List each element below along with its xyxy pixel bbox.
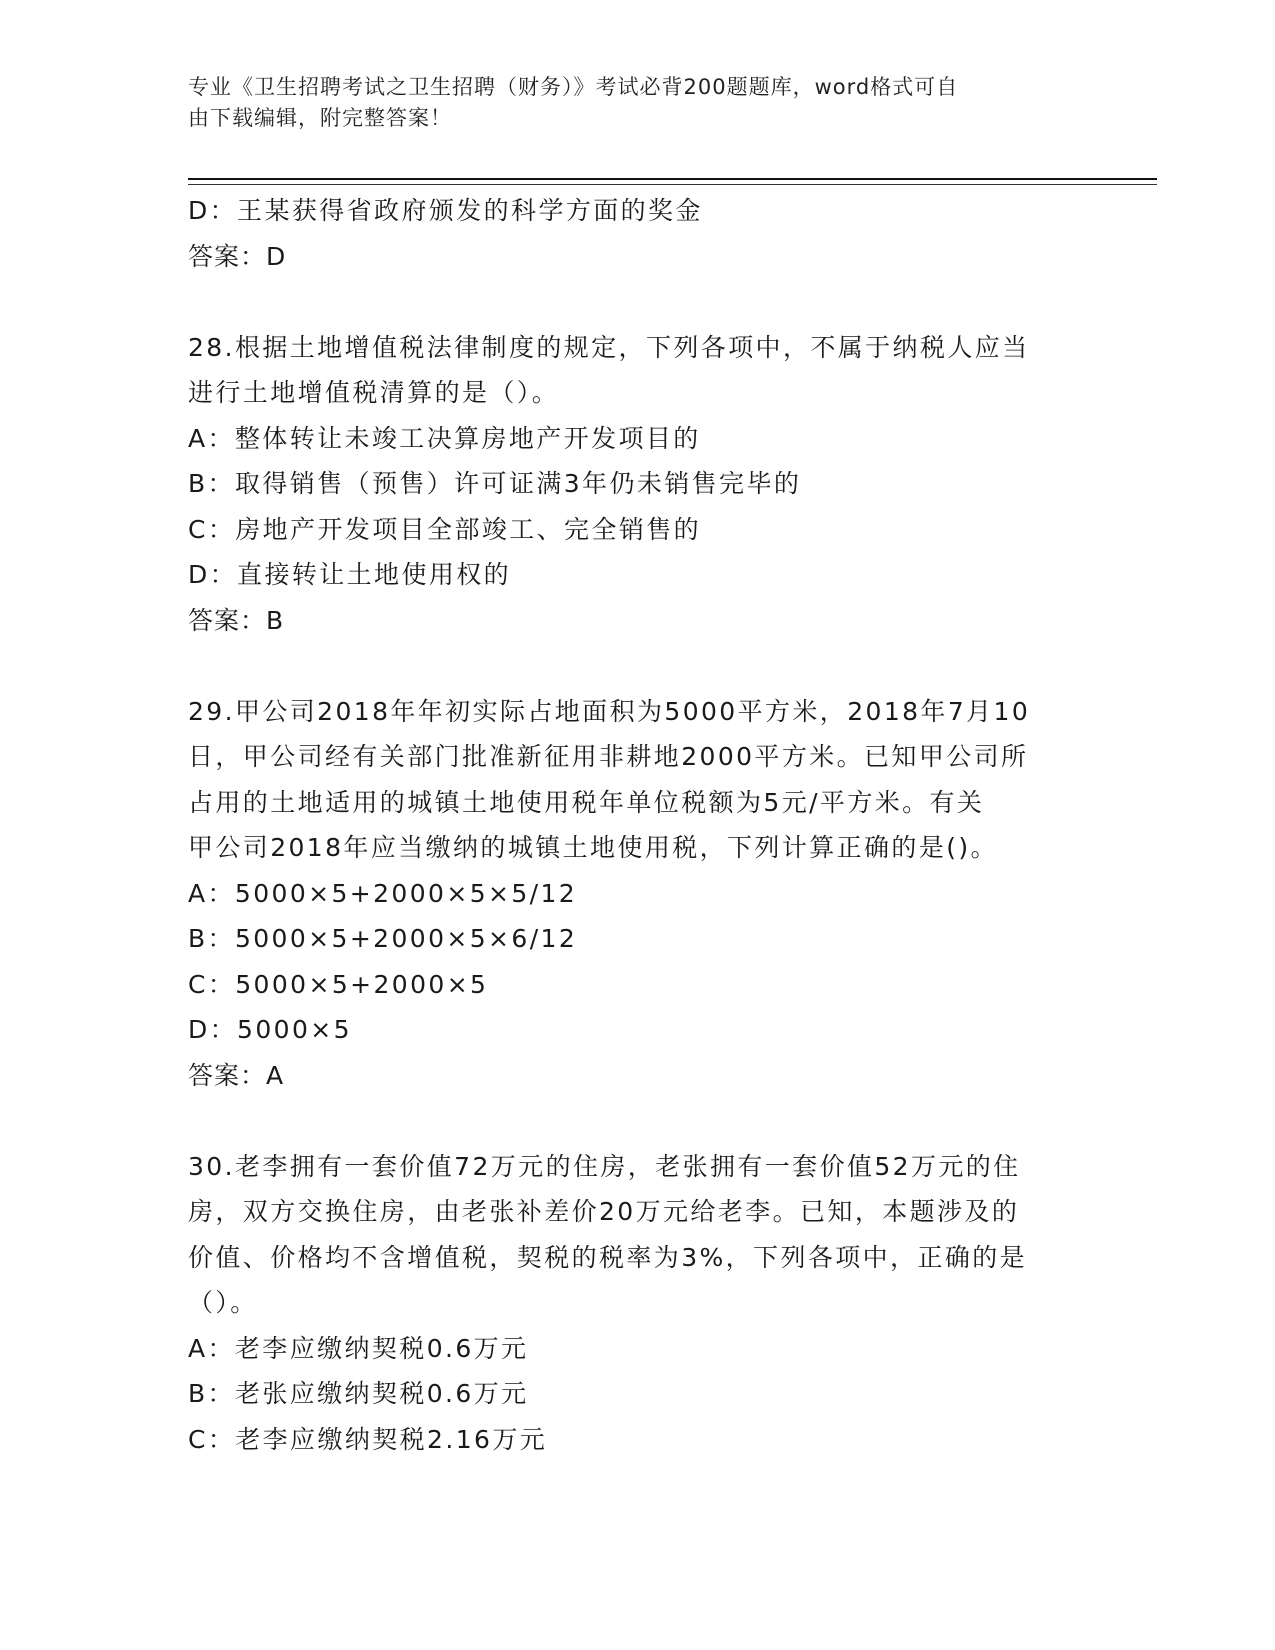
- document-header: [188, 72, 1068, 134]
- question-29-option-c: C：5000×5+2000×5: [188, 969, 489, 999]
- question-29-option-b: B：5000×5+2000×5×6/12: [188, 924, 578, 953]
- question-28-option-a: A：整体转让未竣工决算房地产开发项目的: [188, 423, 701, 453]
- spacer: [188, 279, 1088, 325]
- question-29-answer: 答案：A: [188, 1060, 285, 1090]
- question-29-stem-line-2: 日，甲公司经有关部门批准新征用非耕地2000平方米。已知甲公司所: [188, 742, 1029, 771]
- question-28-option-b: B：取得销售（预售）许可证满3年仍未销售完毕的: [188, 469, 802, 498]
- header-line-1: 专业《卫生招聘考试之卫生招聘（财务）》考试必背200题题库，word格式可自: [188, 75, 959, 99]
- question-30-stem-line-2: 房，双方交换住房，由老张补差价20万元给老李。已知，本题涉及的: [188, 1197, 1020, 1226]
- header-divider-thick: [188, 178, 1157, 180]
- question-30-option-c: C：老李应缴纳契税2.16万元: [188, 1424, 548, 1454]
- question-29-stem-line-1: 29.甲公司2018年年初实际占地面积为5000平方米，2018年7月10: [188, 696, 1031, 726]
- question-29-option-d: D：5000×5: [188, 1015, 352, 1044]
- question-29-stem-line-4: 甲公司2018年应当缴纳的城镇土地使用税，下列计算正确的是()。: [188, 833, 998, 862]
- spacer: [188, 1098, 1088, 1144]
- question-28-option-d: D：直接转让土地使用权的: [188, 560, 512, 589]
- question-30-option-a: A：老李应缴纳契税0.6万元: [188, 1333, 529, 1363]
- header-divider-thin: [188, 184, 1157, 185]
- question-28-option-c: C：房地产开发项目全部竣工、完全销售的: [188, 514, 702, 544]
- header-line-2: 由下载编辑，附完整答案！: [188, 106, 452, 130]
- question-30-stem-line-3: 价值、价格均不含增值税，契税的税率为3%，下列各项中，正确的是: [188, 1242, 1028, 1272]
- question-30-stem-line-4: （）。: [188, 1288, 258, 1317]
- question-28: [188, 325, 1088, 644]
- prev-question-option-d: D：王某获得省政府颁发的科学方面的奖金: [188, 196, 703, 225]
- question-28-answer: 答案：B: [188, 605, 285, 635]
- question-30: [188, 1144, 1088, 1463]
- question-29: [188, 689, 1088, 1099]
- question-29-stem-line-3: 占用的土地适用的城镇土地使用税年单位税额为5元/平方米。有关: [188, 787, 985, 817]
- question-28-stem-line-1: 28.根据土地增值税法律制度的规定，下列各项中，不属于纳税人应当: [188, 332, 1030, 362]
- spacer: [188, 643, 1088, 689]
- question-29-option-a: A：5000×5+2000×5×5/12: [188, 878, 578, 908]
- prev-question-answer: 答案：D: [188, 241, 287, 271]
- question-30-option-b: B：老张应缴纳契税0.6万元: [188, 1379, 529, 1408]
- document-body: [188, 188, 1088, 1462]
- question-30-stem-line-1: 30.老李拥有一套价值72万元的住房，老张拥有一套价值52万元的住: [188, 1151, 1021, 1181]
- question-28-stem-line-2: 进行土地增值税清算的是（）。: [188, 378, 560, 407]
